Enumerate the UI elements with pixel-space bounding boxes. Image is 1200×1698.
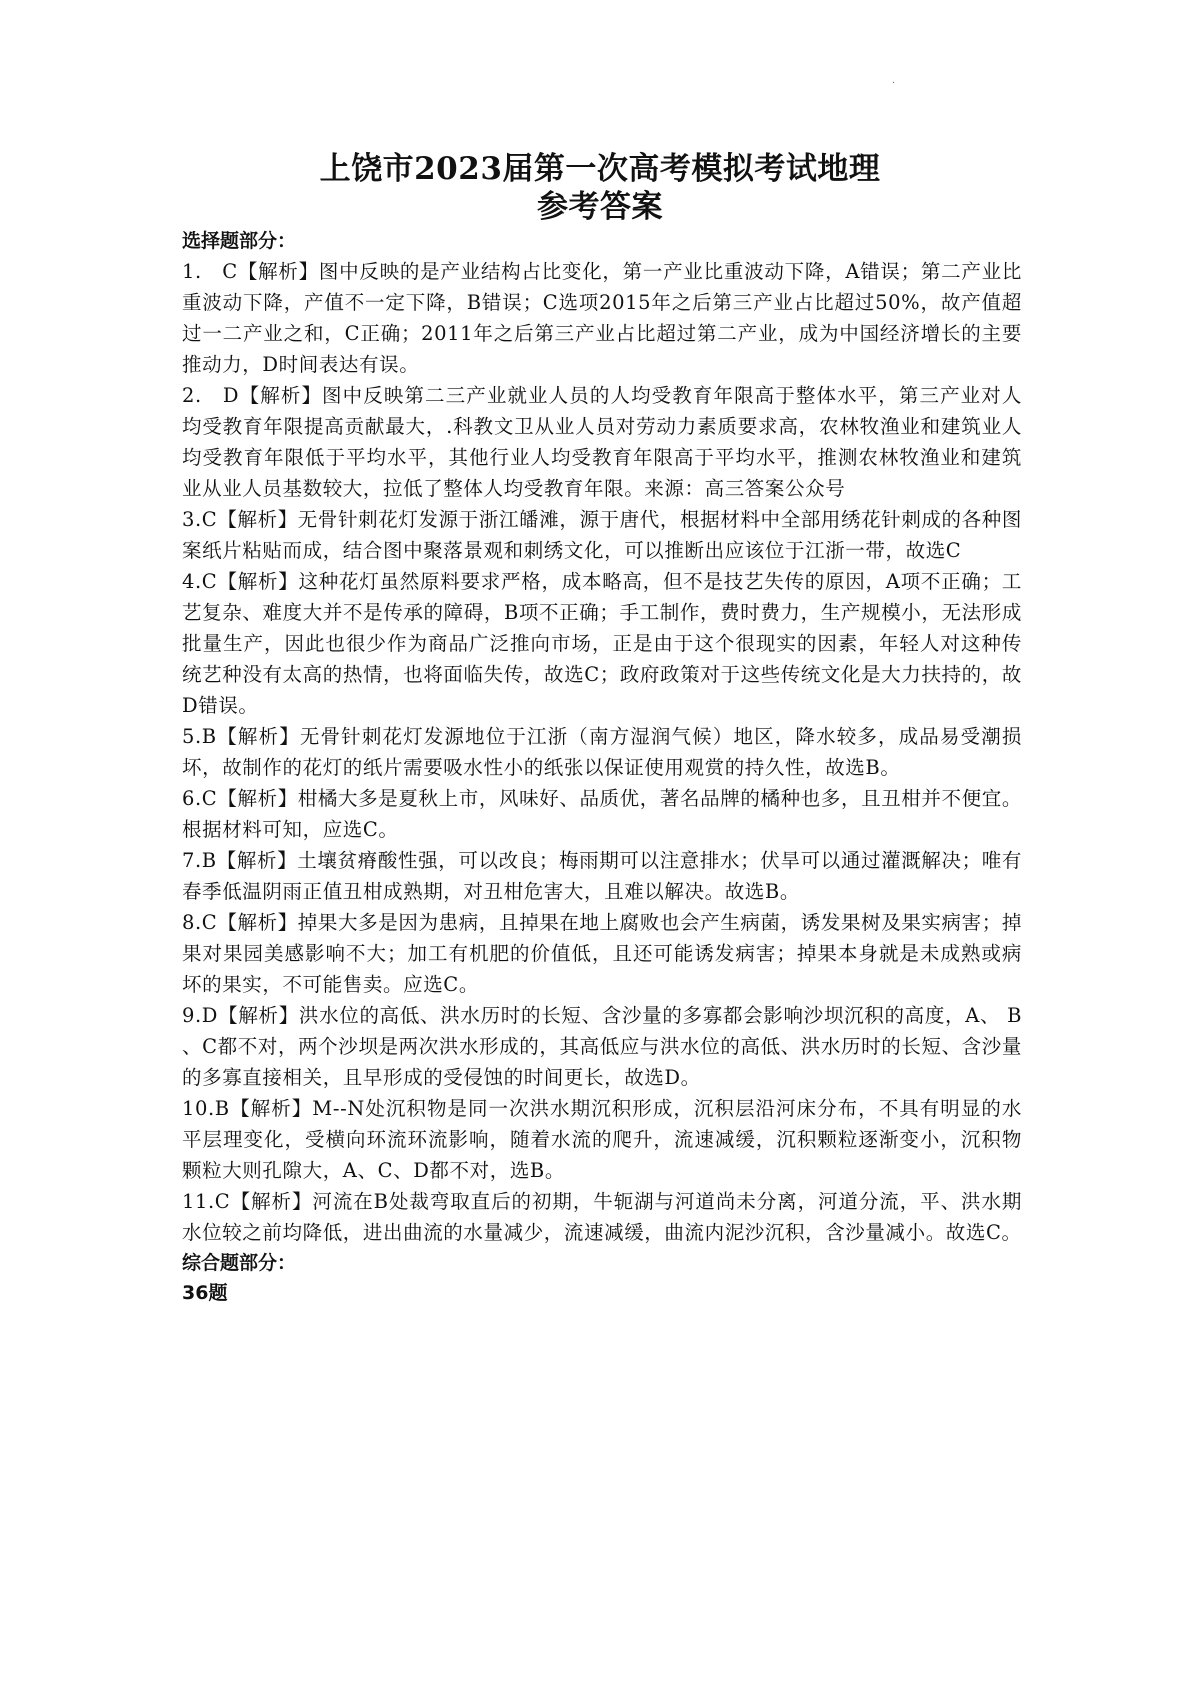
document-title: 上饶市2023届第一次高考模拟考试地理 bbox=[319, 151, 881, 187]
corner-mark: · bbox=[892, 78, 896, 89]
answer-item-9: 9.D【解析】洪水位的高低、洪水历时的长短、含沙量的多寡都会影响沙坝沉积的高度，A、 B 、C都不对，两个沙坝是两次洪水形成的，其高低应与洪水位的高低、洪水历时的长短、含沙量的多寡直接相关，且早形成的受侵蚀的时间更长，故选D。 bbox=[182, 1004, 1022, 1089]
answer-content bbox=[182, 226, 1022, 1308]
comprehensive-section-heading: 综合题部分： bbox=[182, 1252, 297, 1274]
answer-item-1: 1. C【解析】图中反映的是产业结构占比变化，第一产业比重波动下降，A错误；第二产业比重波动下降，产值不一定下降，B错误；C选项2015年之后第三产业占比超过50%，故产值超过一二产业之和，C正确；2011年之后第三产业占比超过第二产业，成为中国经济增长的主要推动力，D时间表达有误。 bbox=[182, 260, 1022, 376]
answer-item-11: 11.C【解析】河流在B处裁弯取直后的初期，牛轭湖与河道尚未分离，河道分流，平、洪水期水位较之前均降低，进出曲流的水量减少，流速减缓，曲流内泥沙沉积，含沙量减小。故选C。 bbox=[182, 1190, 1022, 1244]
choice-section-heading: 选择题部分： bbox=[182, 230, 297, 252]
answer-item-3: 3.C【解析】无骨针刺花灯发源于浙江皤滩，源于唐代，根据材料中全部用绣花针刺成的各种图案纸片粘贴而成，结合图中聚落景观和刺绣文化，可以推断出应该位于江浙一带，故选C bbox=[182, 508, 1022, 562]
answer-item-7: 7.B【解析】土壤贫瘠酸性强，可以改良；梅雨期可以注意排水；伏旱可以通过灌溉解决；唯有春季低温阴雨正值丑柑成熟期，对丑柑危害大，且难以解决。故选B。 bbox=[182, 849, 1022, 903]
answer-item-2: 2. D【解析】图中反映第二三产业就业人员的人均受教育年限高于整体水平，第三产业对人均受教育年限提高贡献最大，.科教文卫从业人员对劳动力素质要求高，农林牧渔业和建筑业人均受教育年限低于平均水平，其他行业人均受教育年限高于平均水平，推测农林牧渔业和建筑业从业人员基数较大，拉低了整体人均受教育年限。来源：高三答案公众号 bbox=[182, 384, 1022, 500]
answer-item-5: 5.B【解析】无骨针刺花灯发源地位于江浙（南方湿润气候）地区，降水较多，成品易受潮损坏，故制作的花灯的纸片需要吸水性小的纸张以保证使用观赏的持久性，故选B。 bbox=[182, 725, 1022, 779]
document-subtitle: 参考答案 bbox=[537, 189, 663, 225]
answer-item-4: 4.C【解析】这种花灯虽然原料要求严格，成本略高，但不是技艺失传的原因，A项不正确；工艺复杂、难度大并不是传承的障碍，B项不正确；手工制作，费时费力，生产规模小，无法形成批量生产，因此也很少作为商品广泛推向市场，正是由于这个很现实的因素，年轻人对这种传统艺种没有太高的热情，也将面临失传，故选C；政府政策对于这些传统文化是大力扶持的，故D错误。 bbox=[182, 570, 1022, 717]
answer-item-6: 6.C【解析】柑橘大多是夏秋上市，风味好、品质优，著名品牌的橘种也多，且丑柑并不便宜。根据材料可知，应选C。 bbox=[182, 787, 1022, 841]
answer-item-8: 8.C【解析】掉果大多是因为患病，且掉果在地上腐败也会产生病菌，诱发果树及果实病害；掉果对果园美感影响不大；加工有机肥的价值低，且还可能诱发病害；掉果本身就是未成熟或病坏的果实，不可能售卖。应选C。 bbox=[182, 911, 1022, 996]
answer-item-10: 10.B【解析】M--N处沉积物是同一次洪水期沉积形成，沉积层沿河床分布，不具有明显的水平层理变化，受横向环流环流影响，随着水流的爬升，流速减缓，沉积颗粒逐渐变小，沉积物颗粒大则孔隙大，A、C、D都不对，选B。 bbox=[182, 1097, 1022, 1182]
question-36-label: 36题 bbox=[182, 1282, 228, 1304]
